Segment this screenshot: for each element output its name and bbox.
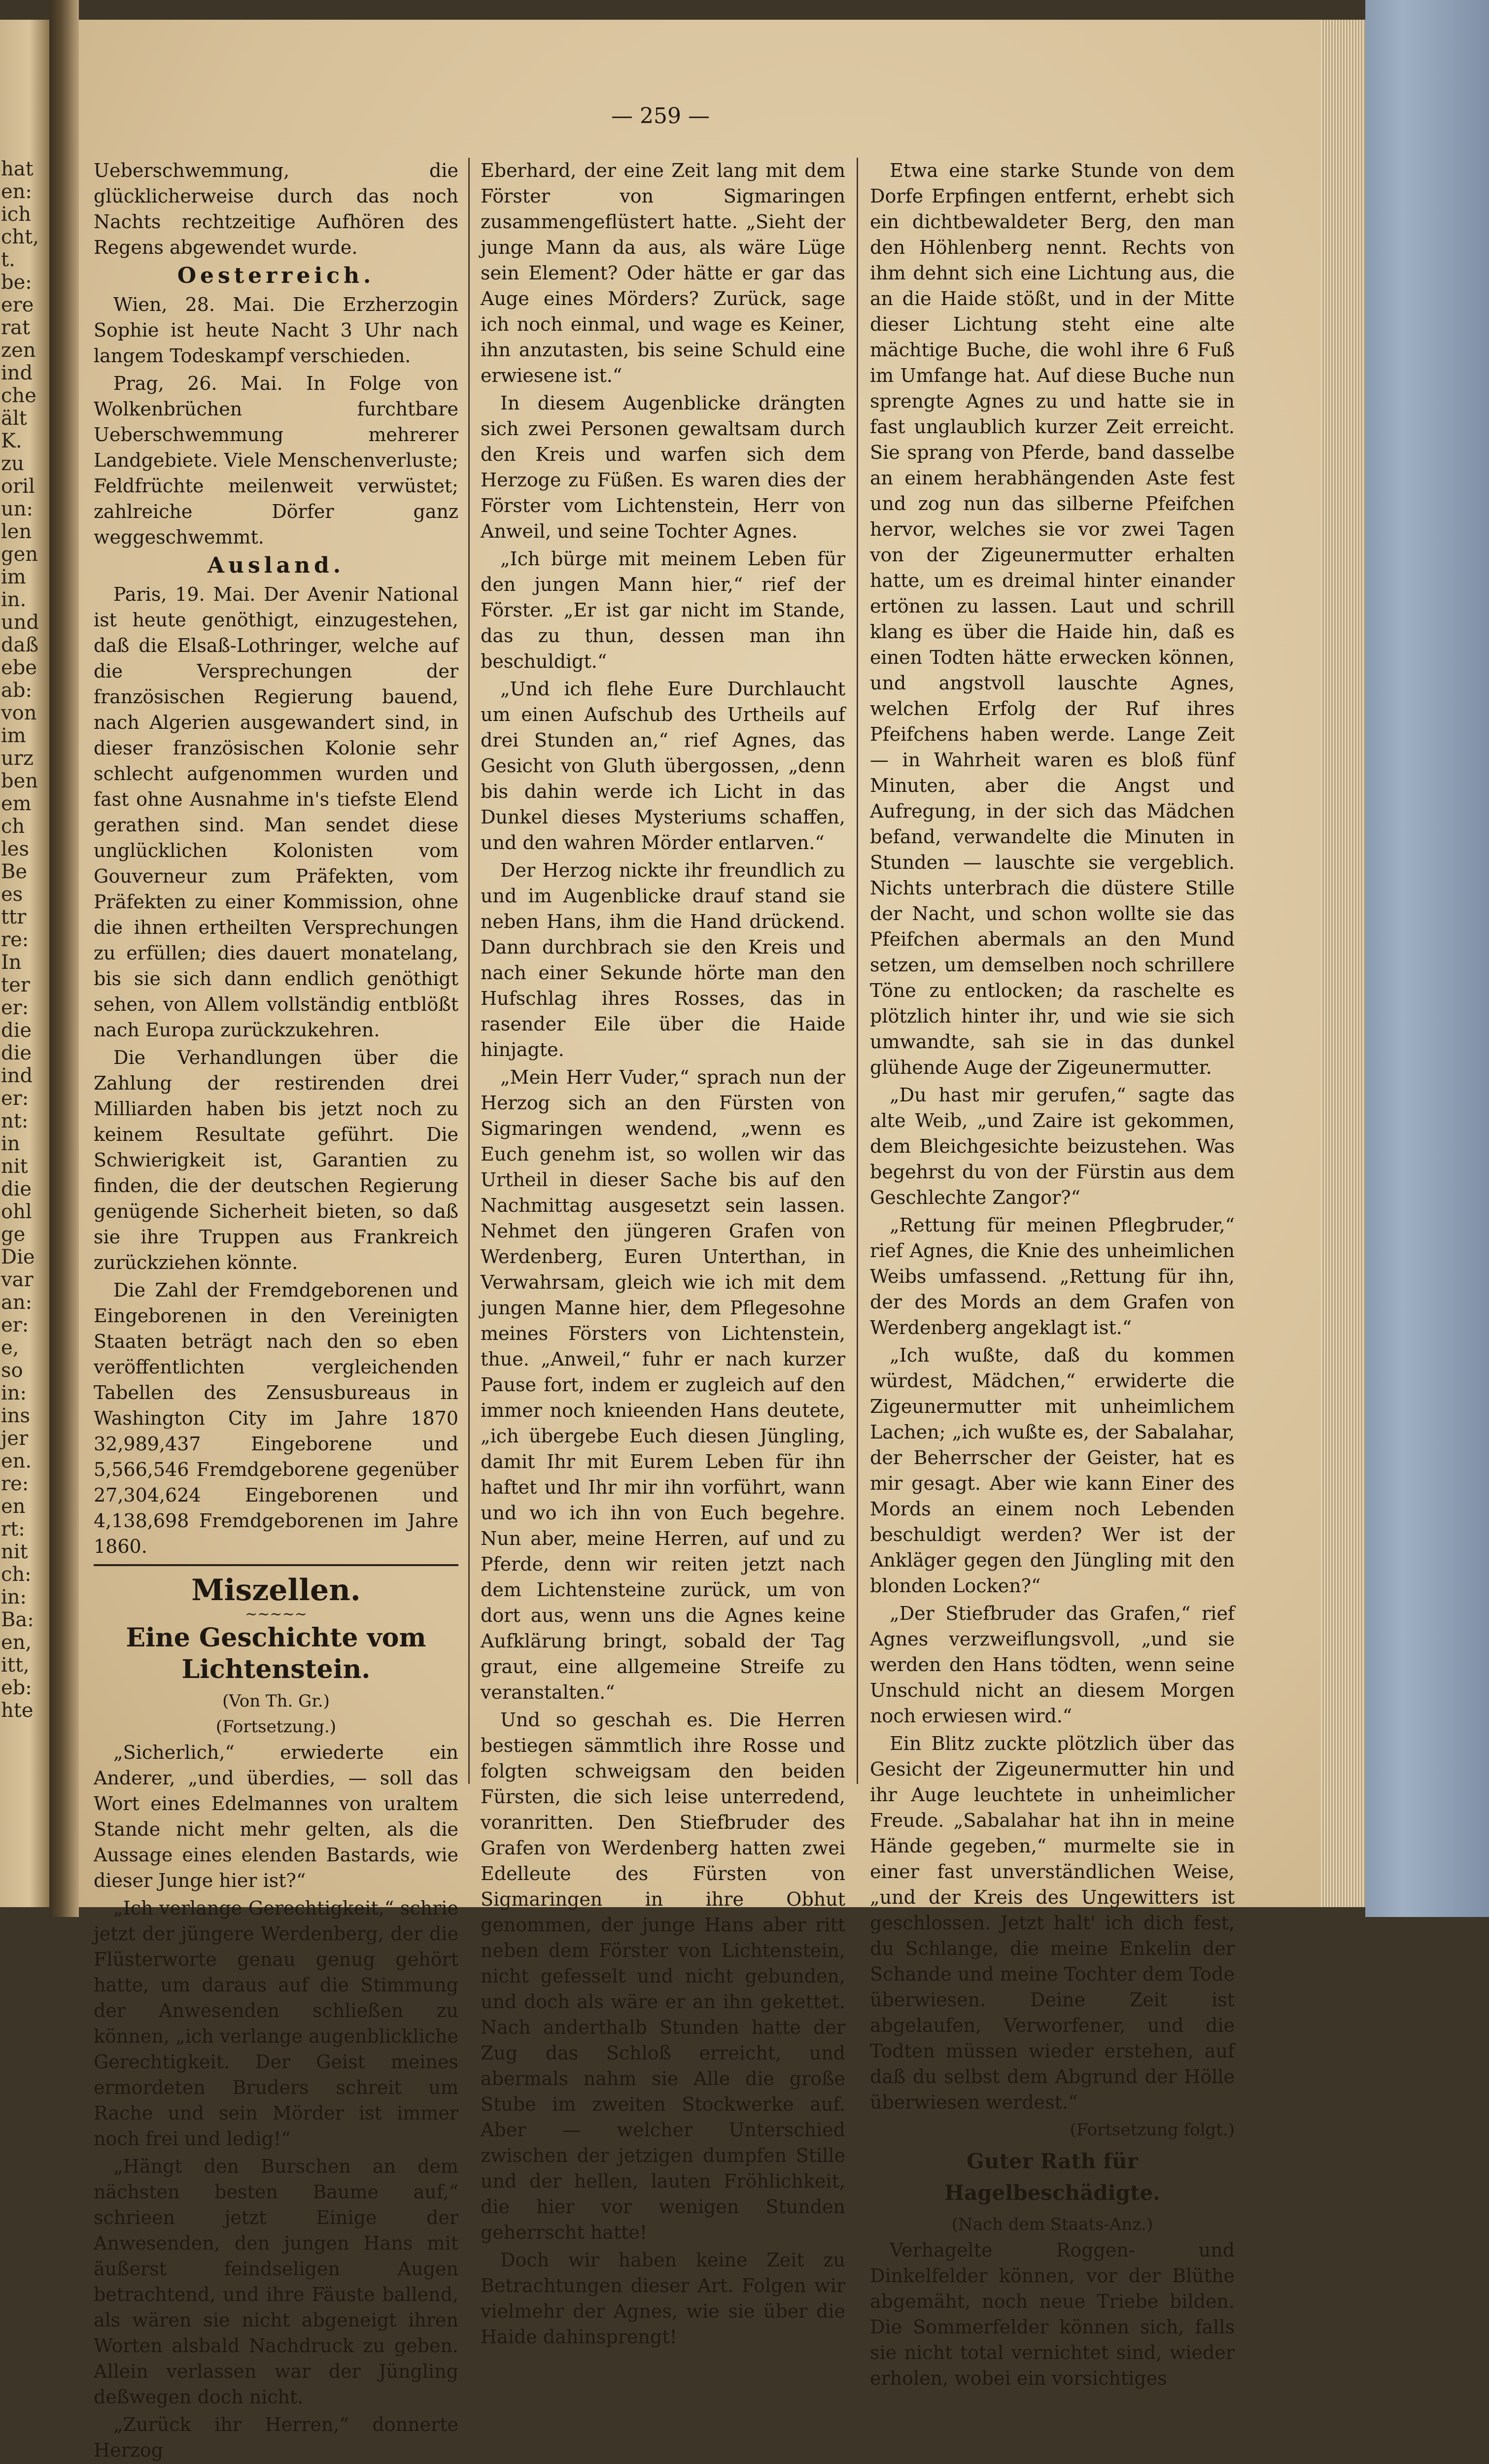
paragraph: Eberhard, der eine Zeit lang mit dem Förster von Sigmaringen zusammengeflüstert hatte. „Sieht der junge Mann da aus, als wäre Lüge sein Element? Oder hätte er gar das Auge eines Mörders? Zurück, sage ich noch einmal, und wage es Keiner, ihn anzutasten, bis seine Schuld eine erwiesene ist.“	[481, 160, 845, 386]
section-rule	[94, 1564, 458, 1566]
margin-fragment: nit	[1, 1155, 28, 1178]
margin-fragment: un:	[1, 498, 33, 520]
margin-fragment: eb:	[1, 1677, 32, 1699]
paragraph: In diesem Augenblicke drängten sich zwei Personen gewaltsam durch den Kreis und warfen sich dem Herzoge zu Füßen. Es waren dies der Förster vom Lichtenstein, Herr von Anweil, und seine Tochter Agnes.	[481, 392, 845, 542]
margin-fragment: in:	[1, 1382, 27, 1404]
paragraph: „Ich wußte, daß du kommen würdest, Mädchen,“ erwiderte die Zigeunermutter mit unheimlichem Lachen; „ich wußte es, der Sabalahar, der Beherrscher der Geister, hat es mir gesagt. Aber wie kann Einer des Mords an einem noch Lebenden beschuldigt werden? Wer ist der Ankläger gegen den Jüngling mit den blonden Locken?“	[870, 1344, 1235, 1597]
section-heading: Oesterreich.	[177, 263, 375, 288]
margin-fragment: ohl	[1, 1200, 32, 1223]
margin-fragment: ich	[1, 203, 31, 226]
paragraph: „Rettung für meinen Pflegbruder,“ rief Agnes, die Knie des unheimlichen Weibs umfassend. „Rettung für ihn, der des Mords an dem Grafen von Werdenberg angeklagt ist.“	[870, 1214, 1235, 1338]
margin-fragment: K.	[1, 430, 22, 452]
margin-fragment: Die	[1, 1246, 35, 1268]
margin-fragment: nit	[1, 1540, 28, 1563]
column-2	[481, 158, 845, 2352]
margin-fragment: e,	[1, 1336, 19, 1359]
paragraph: Wien, 28. Mai. Die Erzherzogin Sophie ist heute Nacht 3 Uhr nach langem Todeskampf verschieden.	[94, 294, 458, 367]
margin-fragment: ter	[1, 974, 30, 996]
column-rule	[468, 158, 470, 1784]
left-page-edge	[0, 20, 49, 1907]
margin-fragment: len	[1, 520, 32, 543]
column-rule	[857, 158, 858, 1784]
margin-fragment: in.	[1, 588, 27, 611]
paragraph: Der Herzog nickte ihr freundlich zu und im Augenblicke drauf stand sie neben Hans, ihm die Hand drückend. Dann durchbrach sie den Kreis und nach einer Sekunde hörte man den Hufschlag ihres Rosses, das in rasender Eile über die Haide hinjagte.	[481, 859, 845, 1061]
margin-fragment: en:	[1, 180, 32, 203]
ornament: ~~~~~	[245, 1606, 307, 1623]
margin-fragment: em	[1, 792, 32, 815]
margin-fragment: Ba:	[1, 1608, 34, 1631]
margin-fragment: ind	[1, 1064, 33, 1087]
paragraph: „Ich verlange Gerechtigkeit,“ schrie jetzt der jüngere Werdenberg, der die Flüsterworte genau genug gehört hatte, um daraus auf die Stimmung der Anwesenden schließen zu können, „ich verlange augenblickliche Gerechtigkeit. Der Geist meines ermordeten Bruders schreit um Rache und sein Mörder ist immer noch frei und ledig!“	[94, 1897, 458, 2150]
margin-fragment: in	[1, 1132, 20, 1155]
margin-fragment: ab:	[1, 679, 32, 702]
margin-fragment: ch	[1, 815, 25, 838]
paragraph: Ueberschwemmung, die glücklicherweise durch das noch Nachts rechtzeitige Aufhören des Regens abgewendet wurde.	[94, 160, 458, 258]
margin-fragment: urz	[1, 747, 34, 770]
margin-fragment: er:	[1, 996, 29, 1019]
margin-fragment: in:	[1, 1586, 27, 1608]
margin-fragment: var	[1, 1268, 34, 1291]
margin-fragment: an:	[1, 1291, 33, 1314]
margin-fragment: daß	[1, 634, 39, 656]
margin-fragment: im	[1, 724, 26, 747]
margin-fragment: die	[1, 1019, 32, 1042]
paragraph: Verhagelte Roggen- und Dinkelfelder können, vor der Blüthe abgemäht, noch neue Triebe bilden. Die Sommerfelder können sich, falls sie nicht total vernichtet sind, wieder erholen, wobei ein vorsichtiges	[870, 2239, 1235, 2389]
margin-fragment: hte	[1, 1699, 34, 1722]
section-title: Miszellen.	[191, 1573, 361, 1608]
margin-fragment: be:	[1, 271, 32, 294]
margin-fragment: er:	[1, 1314, 29, 1336]
paragraph: „Hängt den Burschen an dem nächsten besten Baume auf,“ schrieen jetzt Einige der Anwesenden, den jungen Hans mit äußerst feindseligen Augen betrachtend, und ihre Fäuste ballend, als wären sie nicht abgeneigt ihren Worten alsbald Nachdruck zu geben. Allein verlassen war der Jüngling deßwegen doch nicht.	[94, 2156, 458, 2408]
paragraph: „Der Stiefbruder das Grafen,“ rief Agnes verzweiflungsvoll, „und sie werden den Hans tödten, wenn seine Unschuld nicht an diesem Morgen noch erwiesen wird.“	[870, 1603, 1235, 1727]
margin-fragment: ebe	[1, 656, 37, 679]
paragraph: Und so geschah es. Die Herren bestiegen sämmtlich ihre Rosse und folgten schweigsam den beiden Fürsten, die sich leise unterredend, voranritten. Den Stiefbruder des Grafen von Werdenberg hatten zwei Edelleute des Fürsten von Sigmaringen in ihre Obhut genommen, der junge Hans aber ritt neben dem Förster von Lichtenstein, nicht gefesselt und nicht gebunden, und doch als wäre er an ihn gekettet. Nach anderthalb Stunden hatte der Zug das Schloß erreicht, und abermals nahm sie Alle die große Stube im zweiten Stockwerke auf. Aber — welcher Unterschied zwischen der jetzigen dumpfen Stille und der hellen, lauten Fröhlichkeit, die hier vor wenigen Stunden geherrscht hatte!	[481, 1709, 845, 2243]
margin-fragment: die	[1, 1178, 32, 1200]
paragraph: Die Verhandlungen über die Zahlung der restirenden drei Milliarden haben bis jetzt noch zu keinem Resultate geführt. Die Schwierigkeit ist, Garantien zu finden, die der deutschen Regierung genügende Sicherheit bieten, so daß sie ihre Truppen aus Frankreich zurückziehen könnte.	[94, 1047, 458, 1273]
paragraph: „Ich bürge mit meinem Leben für den jungen Mann hier,“ rief der Förster. „Er ist gar nicht im Stande, das zu thun, dessen man ihn beschuldigt.“	[481, 548, 845, 672]
margin-fragment: er:	[1, 1087, 29, 1110]
margin-fragment: ält	[1, 407, 27, 430]
book-cover	[1365, 0, 1489, 1917]
margin-fragment: re:	[1, 1472, 29, 1495]
paragraph: „Du hast mir gerufen,“ sagte das alte Weib, „und Zaire ist gekommen, dem Bleichgesichte beizustehen. Was begehrst du von der Fürstin aus dem Geschlechte Zangor?“	[870, 1084, 1235, 1208]
margin-fragment: zu	[1, 452, 24, 475]
article-title: Guter Rath für Hagelbeschädigte.	[944, 2149, 1160, 2205]
margin-fragment: itt,	[1, 1654, 30, 1677]
paragraph: Prag, 26. Mai. In Folge von Wolkenbrüchen furchtbare Ueberschwemmung mehrerer Landgebiete. Viele Menschenverluste; Feldfrüchte meilenweit verwüstet; zahlreiche Dörfer ganz weggeschwemmt.	[94, 373, 458, 548]
margin-fragment: die	[1, 1042, 32, 1064]
paragraph: Etwa eine starke Stunde von dem Dorfe Erpfingen entfernt, erhebt sich ein dichtbewaldeter Berg, den man den Höhlenberg nennt. Rechts von ihm dehnt sich eine Lichtung aus, die an die Haide stößt, und in der Mitte dieser Lichtung steht eine alte mächtige Buche, die wohl ihre 6 Fuß im Umfange hat. Auf diese Buche nun sprengte Agnes zu und hatte sie in fast unglaublich kurzer Zeit erreicht. Sie sprang von Pferde, band dasselbe an einem herabhängenden Aste fest und zog nun das silberne Pfeifchen hervor, welches sie vor zwei Tagen von der Zigeunermutter erhalten hatte, um es dreimal hinter einander ertönen zu lassen. Laut und schrill klang es über die Haide hin, daß es einen Todten hätte erwecken können, und angstvoll lauschte Agnes, welchen Erfolg der Ruf ihres Pfeifchens haben werde. Lange Zeit — in Wahrheit waren es bloß fünf Minuten, aber die Angst und Aufregung, in der sich das Mädchen befand, verwandelte die Minuten in Stunden — lauschte sie vergeblich. Nichts unterbrach die düstere Stille der Nacht, und schon wollte sie das Pfeifchen abermals an den Mund setzen, um demselben noch schrillere Töne zu entlocken; da raschelte es plötzlich hinter ihr, und wie sie sich umwandte, sah sie in das dunkel glühende Auge der Zigeunermutter.	[870, 160, 1235, 1078]
margin-fragment: ben	[1, 770, 38, 792]
paragraph: „Mein Herr Vuder,“ sprach nun der Herzog sich an den Fürsten von Sigmaringen wendend, „wenn es Euch genehm ist, so wollen wir das Urtheil in dieser Sache bis auf den Nachmittag ausgesetzt sein lassen. Nehmet den jüngeren Grafen von Werdenberg, Euren Unterthan, in Verwahrsam, gleich wie ich mit dem jungen Manne hier, dem Pflegesohne meines Försters von Lichtenstein, thue. „Anweil,“ fuhr er nach kurzer Pause fort, indem er zugleich auf den immer noch knieenden Hans deutete, „ich übergebe Euch diesen Jüngling, damit Ihr mit Eurem Leben für ihn haftet und Ihr mir ihn vorführt, wann und wo ich ihn von Euch begehre. Nun aber, meine Herren, auf und zu Pferde, denn wir reiten jetzt nach dem Lichtensteine zurück, um von dort aus, wenn uns die Agnes keine Aufklärung bringt, sobald der Tag graut, eine allgemeine Streife zu veranstalten.“	[481, 1066, 845, 1703]
margin-fragment: und	[1, 611, 39, 634]
byline: (Von Th. Gr.)	[222, 1691, 330, 1711]
margin-fragment: en.	[1, 1450, 32, 1472]
section-heading: Ausland.	[207, 553, 345, 578]
margin-fragment: es	[1, 883, 23, 906]
margin-fragment: t.	[1, 248, 15, 271]
margin-fragment: cht,	[1, 226, 39, 248]
margin-fragment: In	[1, 951, 22, 974]
margin-fragment: hat	[1, 158, 34, 180]
margin-fragment: ttr	[1, 906, 27, 928]
margin-fragment: im	[1, 566, 26, 588]
margin-fragment: che	[1, 384, 36, 407]
margin-fragment: oril	[1, 475, 35, 498]
margin-fragment: re:	[1, 928, 29, 951]
paragraph: Doch wir haben keine Zeit zu Betrachtungen dieser Art. Folgen wir vielmehr der Agnes, wie sie über die Haide dahinsprengt!	[481, 2249, 845, 2348]
paragraph: Paris, 19. Mai. Der Avenir National ist heute genöthigt, einzugestehen, daß die Elsaß-Lothringer, welche auf die Versprechungen der französischen Regierung bauend, nach Algerien ausgewandert sind, in dieser französischen Kolonie sehr schlecht aufgenommen wurden und fast ohne Ausnahme in's tiefste Elend gerathen sind. Man sendet diese unglücklichen Kolonisten vom Gouverneur zum Präfekten, vom Präfekten zu einer Kommission, ohne die ihnen ertheilten Versprechungen zu erfüllen; dies dauert monatelang, bis sie sich dann endlich genöthigt sehen, von Allem vollständig entblößt nach Europa zurückzukehren.	[94, 583, 458, 1041]
paragraph: Ein Blitz zuckte plötzlich über das Gesicht der Zigeunermutter hin und ihr Auge leuchtete in unheimlicher Freude. „Sabalahar hat ihn in meine Hände gegeben,“ murmelte sie in einer fast unverständlichen Weise, „und der Kreis des Ungewitters ist geschlossen. Jetzt halt' ich dich fest, du Schlange, die meine Enkelin der Schande und meine Tochter dem Tode überwiesen. Deine Zeit ist abgelaufen, Verworfener, und die Todten müssen wieder erstehen, auf daß du selbst dem Abgrund der Hölle überwiesen werdest.“	[870, 1733, 1235, 2113]
margin-fragment: ind	[1, 362, 33, 384]
margin-fragment: rt:	[1, 1518, 25, 1540]
margin-fragment: so	[1, 1359, 23, 1382]
margin-fragment: gen	[1, 543, 38, 566]
margin-fragment: Be	[1, 860, 28, 883]
book-gutter	[49, 0, 79, 1917]
byline: (Fortsetzung.)	[215, 1717, 337, 1737]
margin-fragment: ins	[1, 1404, 31, 1427]
margin-fragment: en,	[1, 1631, 32, 1654]
left-margin-text	[0, 20, 49, 1907]
story-title: Eine Geschichte vom Lichtenstein.	[126, 1623, 426, 1684]
paragraph: „Und ich flehe Eure Durchlaucht um einen Aufschub des Urtheils auf drei Stunden an,“ rief Agnes, das Gesicht von Gluth übergossen, „denn bis dahin werde ich Licht in das Dunkel dieses Mysteriums schaffen, und den wahren Mörder entlarven.“	[481, 678, 845, 854]
paragraph: Die Zahl der Fremdgeborenen und Eingeborenen in den Vereinigten Staaten beträgt nach den so eben veröffentlichten vergleichenden Tabellen des Zensusbureaus in Washington City im Jahre 1870 32,989,437 Eingeborene und 5,566,546 Fremdgeborene gegenüber 27,304,624 Eingeborenen und 4,138,698 Fremdgeborenen im Jahre 1860.	[94, 1279, 458, 1557]
page-stack-edge	[1321, 20, 1365, 1907]
margin-fragment: zen	[1, 339, 36, 362]
margin-fragment: ge	[1, 1223, 26, 1246]
page-number: — 259 —	[611, 103, 710, 129]
margin-fragment: von	[1, 702, 37, 724]
margin-fragment: nt:	[1, 1110, 29, 1132]
column-3	[870, 158, 1235, 2393]
margin-fragment: rat	[1, 316, 31, 339]
byline: (Nach dem Staats-Anz.)	[951, 2215, 1153, 2234]
margin-fragment: jer	[1, 1427, 29, 1450]
margin-fragment: les	[1, 838, 29, 860]
paragraph: „Zurück ihr Herren,“ donnerte Herzog	[94, 2414, 458, 2461]
column-1	[94, 158, 458, 2464]
margin-fragment: ere	[1, 294, 34, 316]
continuation-note: (Fortsetzung folgt.)	[1070, 2120, 1235, 2140]
margin-fragment: en	[1, 1495, 26, 1518]
paragraph: „Sicherlich,“ erwiederte ein Anderer, „und überdies, — soll das Wort eines Edelmannes von uraltem Stande nicht mehr gelten, als die Aussage eines elenden Bastards, wie dieser Junge hier ist?“	[94, 1742, 458, 1891]
margin-fragment: ch:	[1, 1563, 32, 1586]
